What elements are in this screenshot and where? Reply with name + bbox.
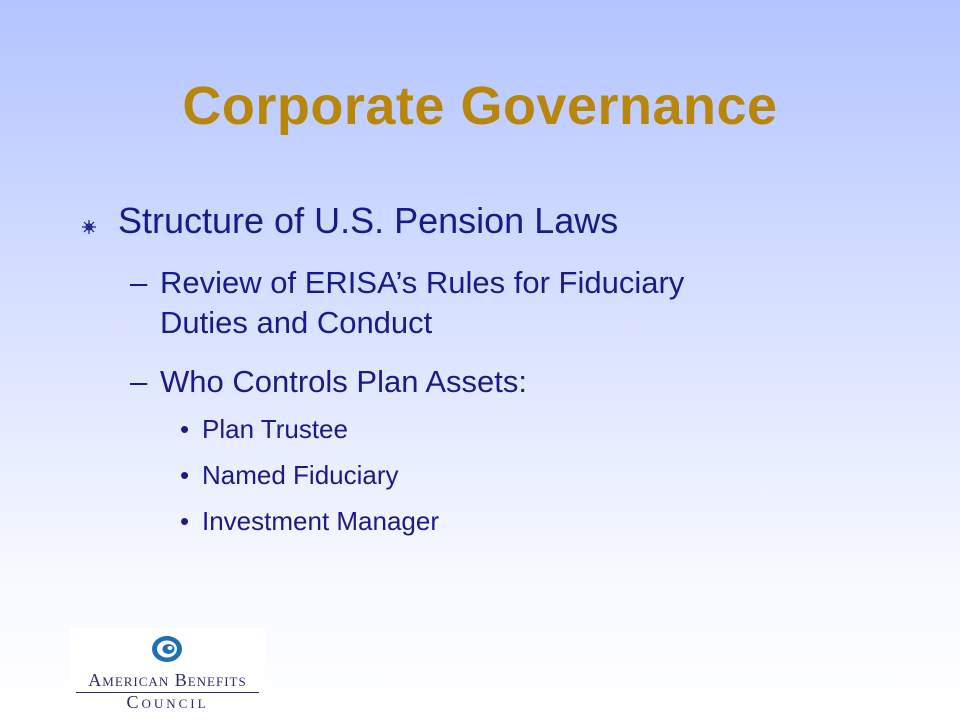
dash-marker: – [130,265,148,300]
logo-text-line2: Council [126,692,209,712]
bullet-dot: • [180,460,190,490]
sub-item-erisa [130,263,685,343]
sub-item-controls [130,362,527,402]
logo-text-line1: American Benefits [88,670,247,690]
list-item-named-fiduciary [180,460,399,491]
slide-title: Corporate Governance [182,76,778,136]
list-item-text: Investment Manager [202,506,440,536]
sub-item-erisa-line1: Review of ERISA’s Rules for Fiduciary [160,265,685,300]
list-item-text: Plan Trustee [202,414,348,444]
sub-item-controls-line1: Who Controls Plan Assets: [160,364,527,399]
bullet-dot: • [180,506,190,536]
bullet-dot: • [180,414,190,444]
list-item-investment-manager [180,506,440,537]
bullet-structure: Structure of U.S. Pension Laws [118,200,619,241]
list-item-text: Named Fiduciary [202,460,399,490]
sub-item-erisa-line2: Duties and Conduct [160,305,433,340]
swirl-logo-icon [150,634,184,664]
dash-marker: – [130,364,148,399]
asterisk-star-icon [82,220,96,234]
organization-logo [70,628,265,714]
list-item-plan-trustee [180,414,348,445]
